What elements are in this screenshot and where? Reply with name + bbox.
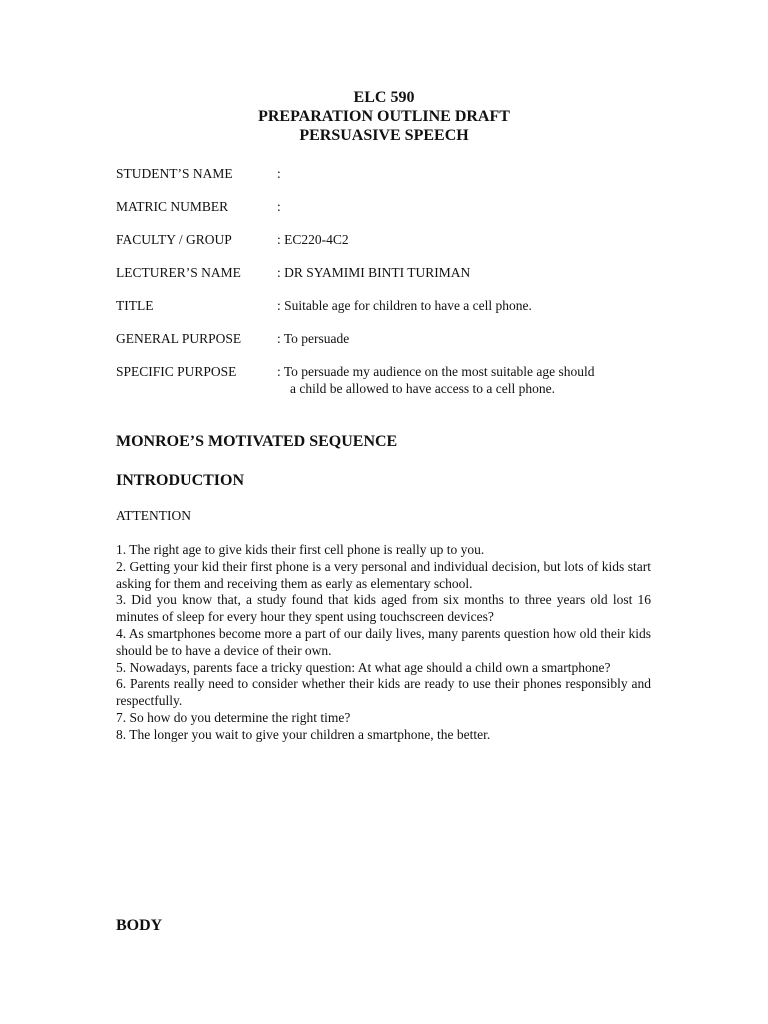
info-value-wrapper (277, 364, 676, 397)
info-value: : To persuade my audience on the most suitable age should (277, 364, 595, 379)
list-item: 5. Nowadays, parents face a tricky question: At what age should a child own a smartphone? (116, 659, 611, 675)
info-label: STUDENT’S NAME (116, 166, 233, 181)
info-label: LECTURER’S NAME (116, 265, 241, 280)
info-value: : To persuade (277, 331, 350, 346)
list-item: 4. As smartphones become more a part of our daily lives, many parents question how old their kids should be to have a device of their own. (116, 625, 651, 658)
list-item: 1. The right age to give kids their first cell phone is really up to you. (116, 542, 485, 557)
info-value: : EC220-4C2 (277, 232, 349, 247)
info-row-lecturer-name (116, 265, 676, 282)
attention-points-list (116, 542, 651, 744)
course-code: ELC 590 (353, 89, 415, 106)
info-label: GENERAL PURPOSE (116, 331, 242, 346)
info-row-faculty-group (116, 232, 676, 249)
info-value: : Suitable age for children to have a cell phone. (277, 298, 532, 313)
info-value: : (277, 166, 281, 181)
info-row-general-purpose (116, 331, 676, 348)
introduction-heading: INTRODUCTION (116, 472, 245, 489)
list-item: 7. So how do you determine the right time? (116, 709, 351, 725)
info-label: MATRIC NUMBER (116, 199, 229, 214)
info-row-specific-purpose (116, 364, 676, 397)
list-item: 2. Getting your kid their first phone is a very personal and individual decision, but lots of kids start asking for them and receiving them as early as elementary school. (116, 558, 651, 591)
info-value-continuation: a child be allowed to have access to a cell phone. (290, 380, 556, 396)
student-info-table (116, 166, 676, 414)
info-label: SPECIFIC PURPOSE (116, 364, 237, 379)
body-heading: BODY (116, 917, 163, 934)
document-title-block (0, 88, 768, 145)
list-item: 8. The longer you wait to give your children a smartphone, the better. (116, 726, 491, 742)
info-value: : (277, 199, 281, 214)
speech-type: PERSUASIVE SPEECH (299, 127, 469, 144)
list-item: 6. Parents really need to consider whether their kids are ready to use their phones responsibly and respectfully. (116, 676, 651, 709)
info-label: TITLE (116, 298, 154, 313)
attention-label: ATTENTION (116, 508, 191, 523)
info-label: FACULTY / GROUP (116, 232, 232, 247)
info-row-student-name (116, 166, 676, 183)
sequence-heading: MONROE’S MOTIVATED SEQUENCE (116, 433, 398, 450)
info-row-title (116, 298, 676, 315)
info-value: : DR SYAMIMI BINTI TURIMAN (277, 265, 471, 280)
outline-title: PREPARATION OUTLINE DRAFT (258, 108, 510, 125)
info-row-matric-number (116, 199, 676, 216)
list-item: 3. Did you know that, a study found that kids aged from six months to three years old lost 16 minutes of sleep for every hour they spent using touchscreen devices? (116, 592, 651, 625)
